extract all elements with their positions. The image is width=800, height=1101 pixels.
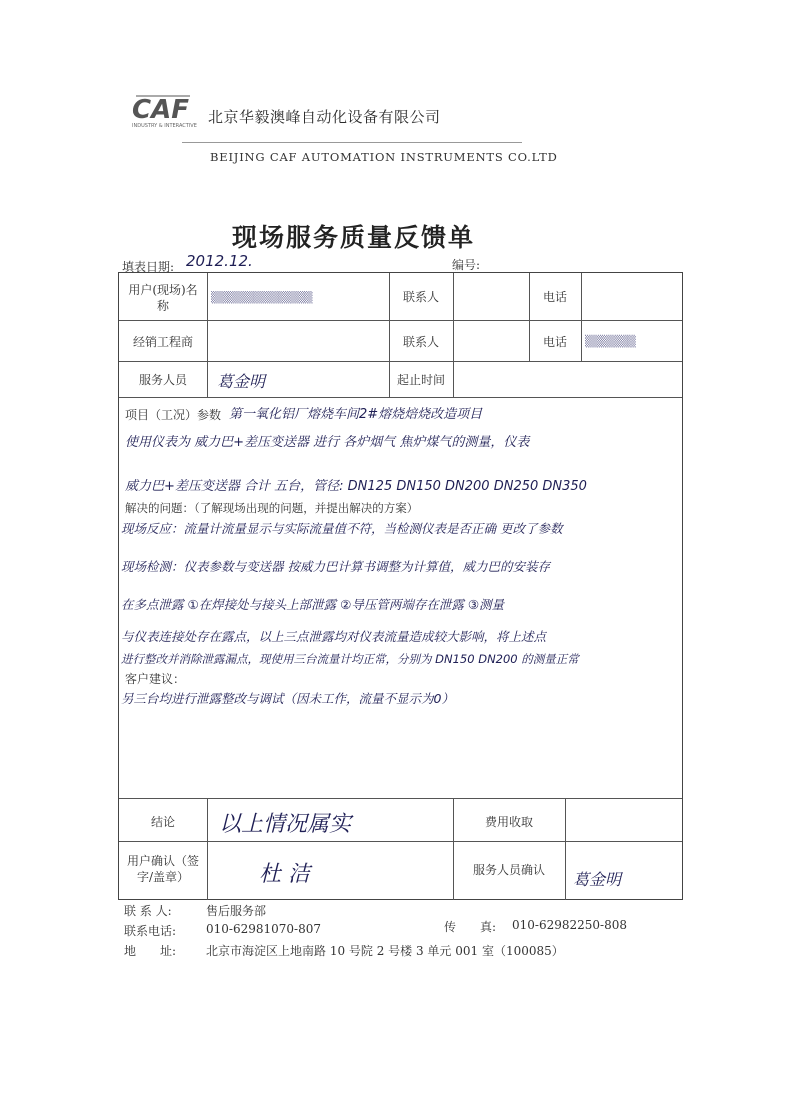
service-staff-label: 服务人员 — [138, 373, 187, 387]
fill-date-value: 2012.12. — [186, 252, 253, 270]
row-divider — [119, 841, 682, 842]
footer-phone-value: 010-62981070-807 — [206, 922, 321, 936]
feedback-form-table — [118, 272, 683, 900]
row-divider — [119, 361, 682, 362]
logo-text: CAF — [132, 95, 189, 125]
col-divider — [207, 273, 208, 397]
suggestion-line: 另三台均进行泄露整改与调试（因未工作，流量不显示为0） — [121, 691, 454, 706]
col-divider — [453, 273, 454, 397]
company-name-en: BEIJING CAF AUTOMATION INSTRUMENTS CO.LTD — [210, 150, 558, 164]
problem-line: 现场检测：仪表参数与变送器 按威力巴计算书调整为计算值，威力巴的安装存 — [121, 559, 550, 574]
project-line: 使用仪表为 威力巴+差压变送器 进行 各炉烟气 焦炉煤气的测量，仪表 — [125, 435, 530, 450]
col-divider — [207, 798, 208, 900]
project-line: 第一氧化铝厂熔烧车间2#熔烧焙烧改造项目 — [229, 407, 483, 422]
service-staff-value: 葛金明 — [217, 372, 266, 391]
header-divider — [182, 142, 522, 143]
user-site-label: 用户(现场)名称 — [128, 283, 198, 314]
footer-contact-label: 联 系 人: — [124, 904, 172, 918]
col-divider — [565, 798, 566, 900]
logo-subtext: INDUSTRY & INTERACTIVE — [132, 123, 197, 129]
footer-fax-value: 010-62982250-808 — [512, 918, 627, 932]
footer-fax-label: 传 真: — [444, 920, 497, 934]
doc-number-label: 编号: — [452, 258, 481, 272]
col-divider — [453, 798, 454, 900]
fee-label: 费用收取 — [484, 815, 533, 829]
company-logo — [130, 90, 208, 130]
company-name-cn: 北京华毅澳峰自动化设备有限公司 — [208, 108, 441, 126]
footer-contact-value: 售后服务部 — [206, 904, 267, 918]
dealer-phone-value-redacted: ▒▒▒▒▒▒ — [585, 335, 636, 348]
dealer-contact-label: 联系人 — [402, 335, 439, 349]
problem-line: 与仪表连接处存在露点，以上三点泄露均对仪表流量造成较大影响，将上述点 — [121, 629, 547, 644]
row-divider — [119, 397, 682, 398]
problem-line: 进行整改并消除泄露漏点，现使用三台流量计均正常，分别为 DN150 DN200 的测量正常 — [121, 652, 579, 666]
col-divider — [529, 273, 530, 361]
customer-suggestion-label: 客户建议： — [125, 672, 186, 686]
project-line: 威力巴+差压变送器 合计 五台，管径: DN125 DN150 DN200 DN250 DN350 — [125, 479, 587, 494]
dealer-label: 经销工程商 — [132, 335, 193, 349]
fill-date-label: 填表日期: — [122, 260, 175, 274]
page-title: 现场服务质量反馈单 — [232, 223, 476, 252]
row-divider — [119, 798, 682, 799]
user-site-value-redacted: ▒▒▒▒▒▒▒▒▒▒▒▒ — [211, 291, 313, 304]
problem-line: 在多点泄露 ①在焊接处与接头上部泄露 ②导压管两端存在泄露 ③测量 — [121, 597, 505, 612]
dealer-phone-label: 电话 — [542, 335, 567, 349]
contact-label: 联系人 — [402, 290, 439, 304]
staff-signature: 葛金明 — [573, 870, 622, 889]
staff-confirm-label: 服务人员确认 — [472, 863, 545, 877]
footer-address-label: 地 址: — [124, 944, 177, 958]
conclusion-value: 以上情况属实 — [219, 812, 352, 837]
col-divider — [389, 273, 390, 397]
start-end-time-label: 起止时间 — [396, 373, 445, 387]
project-params-label: 项目（工况）参数 — [125, 408, 222, 422]
row-divider — [119, 320, 682, 321]
problem-line: 现场反应：流量计流量显示与实际流量值不符，当检测仪表是否正确 更改了参数 — [121, 521, 563, 536]
conclusion-label: 结论 — [150, 815, 175, 829]
user-confirm-label: 用户确认（签字/盖章） — [126, 854, 199, 885]
col-divider — [581, 273, 582, 361]
footer-phone-label: 联系电话: — [124, 924, 177, 938]
user-signature: 杜 洁 — [259, 862, 310, 887]
phone-label: 电话 — [542, 290, 567, 304]
footer-address-value: 北京市海淀区上地南路 10 号院 2 号楼 3 单元 001 室（100085） — [206, 944, 564, 958]
problem-label: 解决的问题：（了解现场出现的问题，并提出解决的方案） — [125, 501, 419, 515]
